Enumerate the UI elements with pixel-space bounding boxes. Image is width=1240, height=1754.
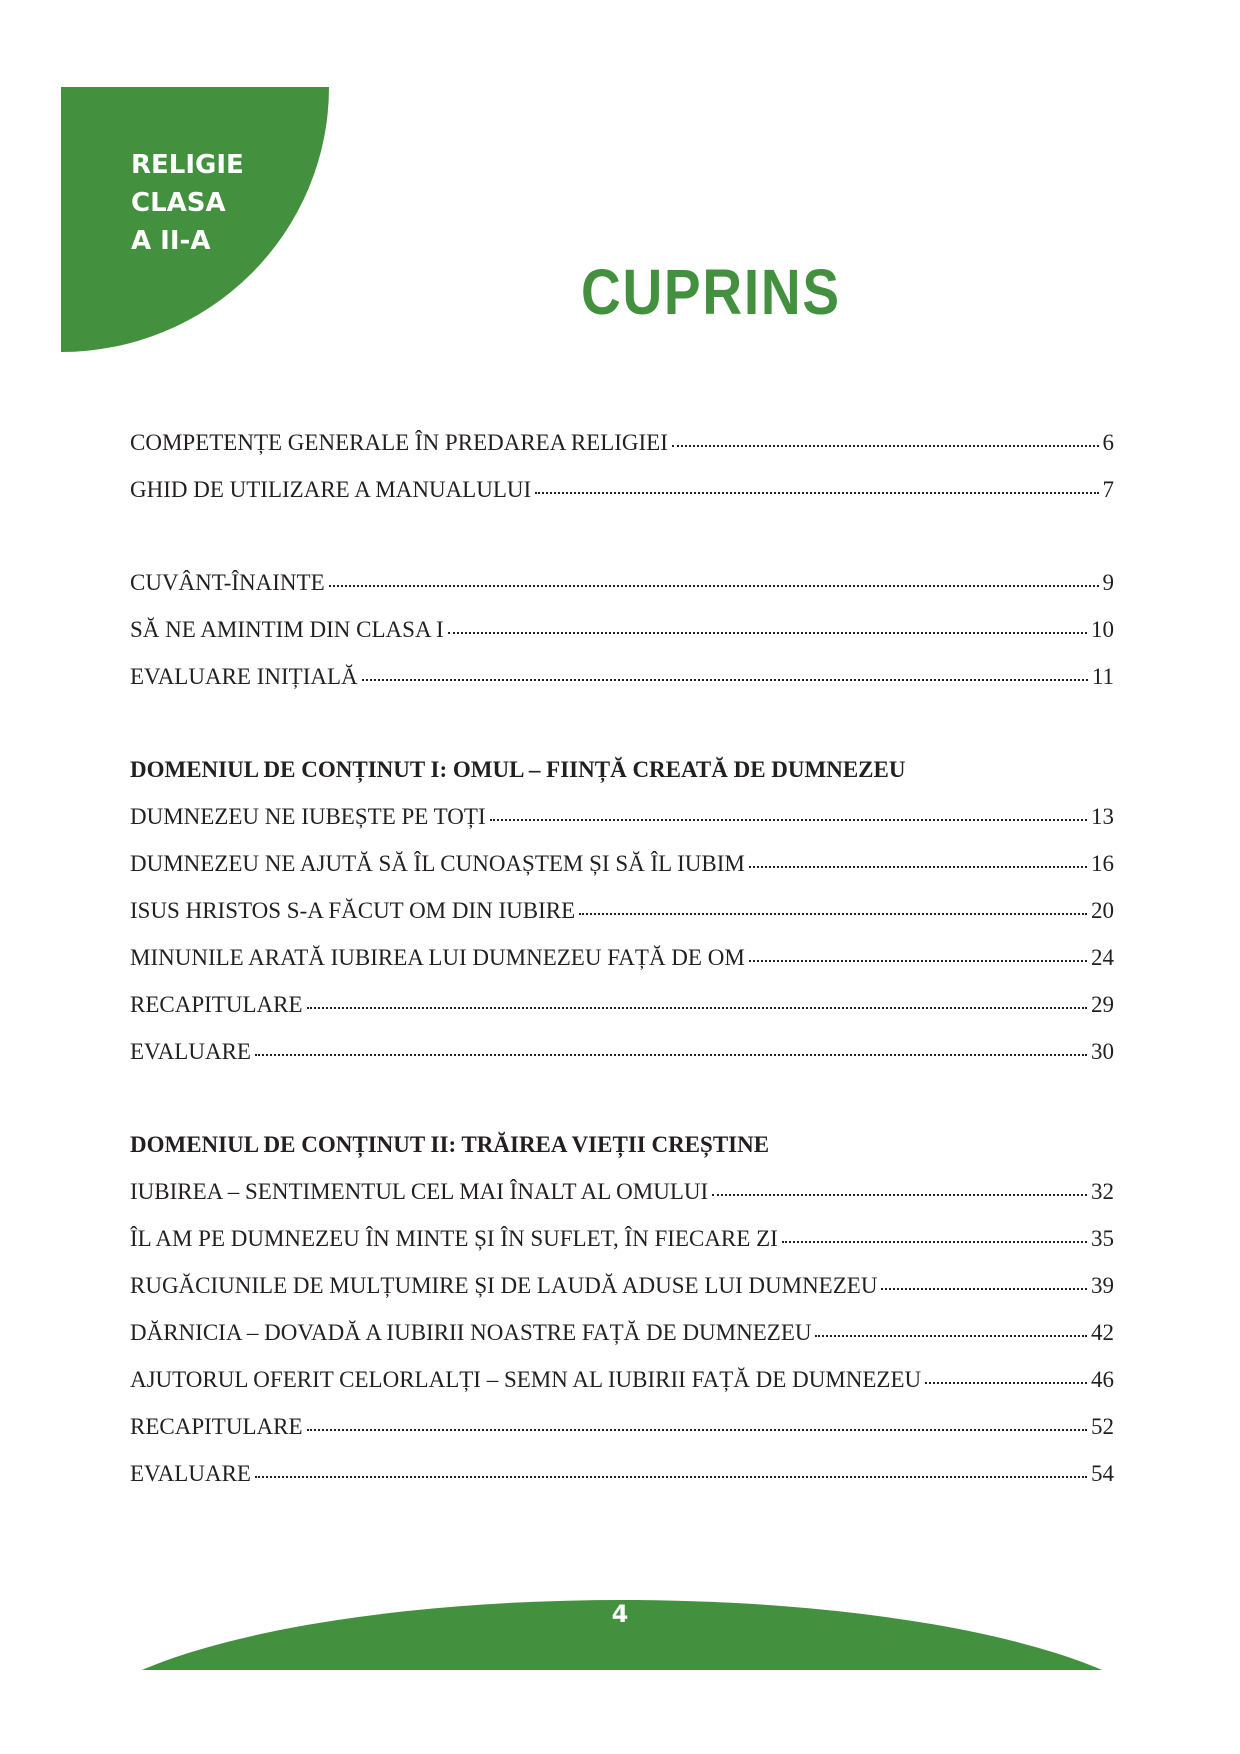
toc-entry[interactable] (130, 1320, 1114, 1367)
toc-entry[interactable] (130, 477, 1114, 524)
grade-line: A II-A (131, 226, 211, 256)
toc-entry-page: 6 (1102, 430, 1114, 455)
toc-dot-leader (749, 865, 1087, 868)
toc-entry[interactable] (130, 1273, 1114, 1320)
toc-entry-page: 54 (1091, 1461, 1114, 1486)
toc-entry-title: IUBIREA – SENTIMENTUL CEL MAI ÎNALT AL OMULUI (130, 1179, 709, 1204)
toc-entry[interactable] (130, 1226, 1114, 1273)
toc-entry[interactable] (130, 1414, 1114, 1461)
toc-entry-title: RUGĂCIUNILE DE MULȚUMIRE ȘI DE LAUDĂ ADUSE LUI DUMNEZEU (130, 1273, 878, 1298)
class-line: CLASA (131, 188, 226, 218)
toc-spacer (130, 711, 1114, 757)
toc-dot-leader (925, 1381, 1087, 1384)
toc-dot-leader (307, 1428, 1088, 1431)
toc-entry-title: EVALUARE (130, 1461, 251, 1486)
toc-dot-leader (307, 1006, 1088, 1009)
toc-entry[interactable] (130, 1461, 1114, 1508)
toc-dot-leader (490, 818, 1087, 821)
toc-entry[interactable] (130, 1367, 1114, 1414)
toc-entry[interactable] (130, 1179, 1114, 1226)
toc-entry-page: 11 (1091, 664, 1114, 689)
toc-entry-title: SĂ NE AMINTIM DIN CLASA I (130, 617, 444, 642)
toc-entry-title: AJUTORUL OFERIT CELORLALȚI – SEMN AL IUBIRII FAȚĂ DE DUMNEZEU (130, 1367, 922, 1392)
toc-entry-title: DĂRNICIA – DOVADĂ A IUBIRII NOASTRE FAȚĂ DE DUMNEZEU (130, 1320, 812, 1345)
toc-entry-page: 30 (1091, 1039, 1114, 1064)
toc-entry[interactable] (130, 617, 1114, 664)
toc-entry-page: 10 (1091, 617, 1114, 642)
toc-entry-page: 35 (1091, 1226, 1114, 1251)
toc-entry[interactable] (130, 1039, 1114, 1086)
toc-entry-title: COMPETENȚE GENERALE ÎN PREDAREA RELIGIEI (130, 430, 668, 455)
toc-dot-leader (672, 444, 1099, 447)
toc-entry-title: GHID DE UTILIZARE A MANUALULUI (130, 477, 532, 502)
subject-line: RELIGIE (131, 150, 244, 180)
toc-dot-leader (255, 1053, 1087, 1056)
toc-dot-leader (749, 959, 1087, 962)
toc-dot-leader (579, 912, 1087, 915)
toc-dot-leader (535, 491, 1098, 494)
toc-entry-page: 32 (1091, 1179, 1114, 1204)
toc-entry-title: ÎL AM PE DUMNEZEU ÎN MINTE ȘI ÎN SUFLET, ÎN FIECARE ZI (130, 1226, 778, 1251)
page-title: CUPRINS (581, 256, 841, 328)
toc-entry[interactable] (130, 851, 1114, 898)
toc-entry-page: 20 (1091, 898, 1114, 923)
toc-entry-page: 52 (1091, 1414, 1114, 1439)
toc-dot-leader (329, 584, 1099, 587)
toc-entry[interactable] (130, 992, 1114, 1039)
toc-section-heading: DOMENIUL DE CONȚINUT II: TRĂIREA VIEȚII CREȘTINE (130, 1132, 770, 1157)
toc-dot-leader (255, 1475, 1087, 1478)
page-number: 4 (611, 1600, 629, 1628)
toc-dot-leader (712, 1193, 1087, 1196)
toc-entry-page: 29 (1091, 992, 1114, 1017)
toc-dot-leader (782, 1240, 1087, 1243)
toc-entry-title: RECAPITULARE (130, 992, 303, 1017)
toc-dot-leader (362, 678, 1088, 681)
toc-entry-title: CUVÂNT-ÎNAINTE (130, 570, 325, 595)
subject-label (131, 146, 244, 260)
toc-entry-page: 46 (1091, 1367, 1114, 1392)
toc-entry-page: 16 (1091, 851, 1114, 876)
toc-entry[interactable] (130, 804, 1114, 851)
toc-entry-title: EVALUARE (130, 1039, 251, 1064)
toc-entry[interactable] (130, 570, 1114, 617)
toc-dot-leader (448, 631, 1087, 634)
toc-entry-title: RECAPITULARE (130, 1414, 303, 1439)
toc-entry-page: 7 (1102, 477, 1114, 502)
toc-entry[interactable] (130, 430, 1114, 477)
toc-section-heading: DOMENIUL DE CONȚINUT I: OMUL – FIINȚĂ CREATĂ DE DUMNEZEU (130, 757, 906, 782)
toc-entry-title: DUMNEZEU NE IUBEȘTE PE TOȚI (130, 804, 486, 829)
table-of-contents (130, 430, 1114, 1508)
toc-entry-title: EVALUARE INIȚIALĂ (130, 664, 358, 689)
toc-entry-page: 24 (1091, 945, 1114, 970)
toc-entry-title: DUMNEZEU NE AJUTĂ SĂ ÎL CUNOAȘTEM ȘI SĂ ÎL IUBIM (130, 851, 745, 876)
toc-dot-leader (815, 1334, 1087, 1337)
toc-spacer (130, 524, 1114, 570)
toc-entry-page: 13 (1091, 804, 1114, 829)
toc-entry-title: MINUNILE ARATĂ IUBIREA LUI DUMNEZEU FAȚĂ DE OM (130, 945, 745, 970)
toc-entry-page: 42 (1091, 1320, 1114, 1345)
toc-spacer (130, 1086, 1114, 1132)
toc-dot-leader (881, 1287, 1087, 1290)
toc-entry[interactable] (130, 898, 1114, 945)
toc-entry-title: ISUS HRISTOS S-A FĂCUT OM DIN IUBIRE (130, 898, 576, 923)
toc-entry[interactable] (130, 945, 1114, 992)
toc-entry-page: 9 (1102, 570, 1114, 595)
toc-entry-page: 39 (1091, 1273, 1114, 1298)
toc-entry[interactable] (130, 664, 1114, 711)
